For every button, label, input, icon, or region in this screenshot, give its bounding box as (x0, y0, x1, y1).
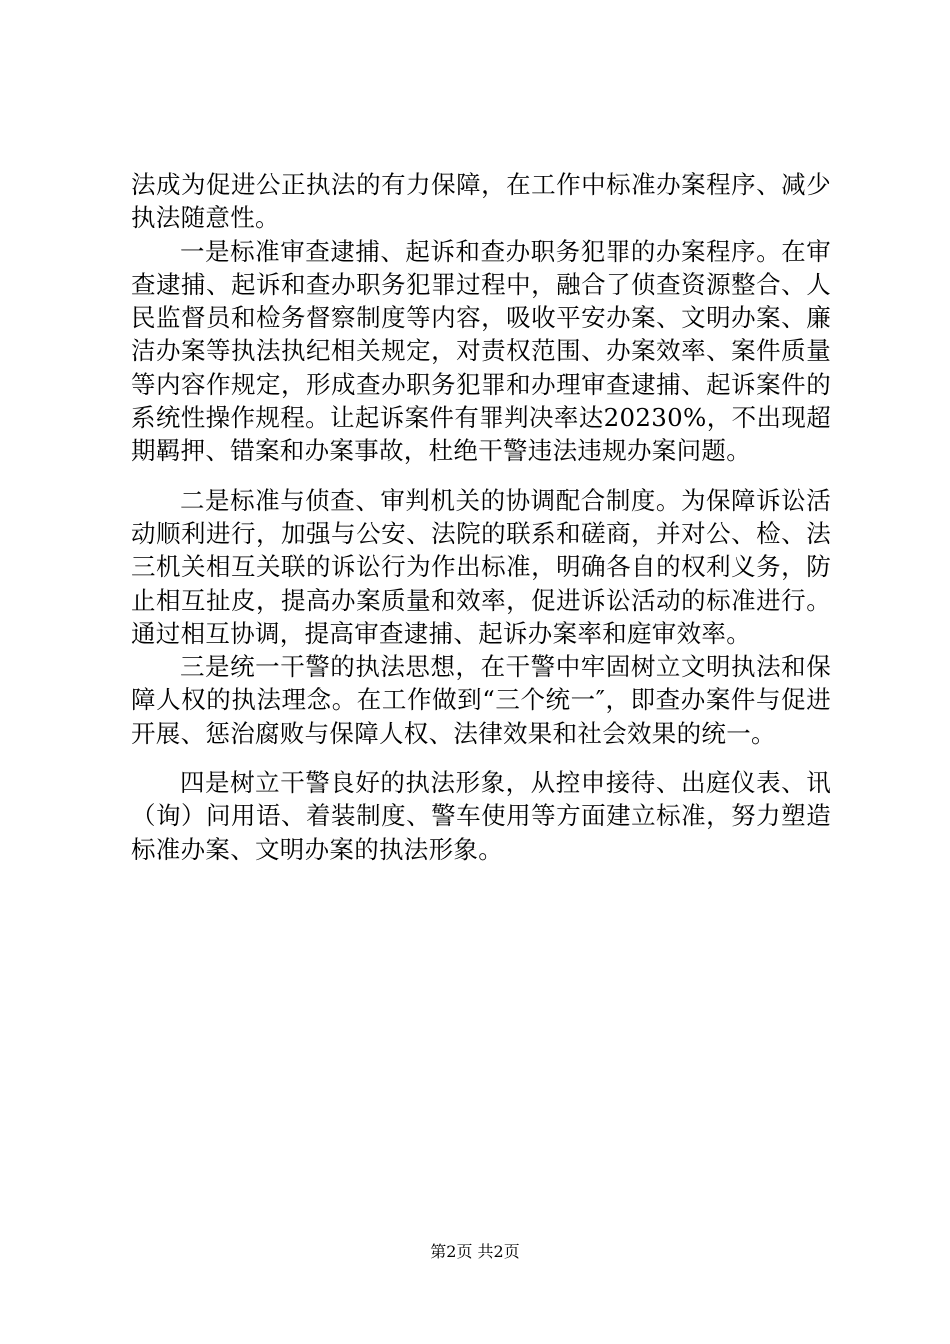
document-body (131, 168, 831, 866)
paragraph-item-two: 二是标准与侦查、审判机关的协调配合制度。为保障诉讼活动顺利进行，加强与公安、法院的联系和磋商，并对公、检、法三机关相互关联的诉讼行为作出标准，明确各自的权利义务，防止相互扯皮，提高办案质量和效率，促进诉讼活动的标准进行。通过相互协调，提高审查逮捕、起诉办案率和庭审效率。 (131, 485, 831, 648)
paragraph-item-three: 三是统一干警的执法思想，在干警中牢固树立文明执法和保障人权的执法理念。在工作做到“三个统一″，即查办案件与促进开展、惩治腐败与保障人权、法律效果和社会效果的统一。 (131, 652, 831, 748)
paragraph-continuation: 法成为促进公正执法的有力保障，在工作中标准办案程序、减少执法随意性。 (131, 170, 831, 233)
paragraph-item-four: 四是树立干警良好的执法形象，从控申接待、出庭仪表、讯（询）问用语、着装制度、警车使用等方面建立标准，努力塑造标准办案、文明办案的执法形象。 (131, 768, 831, 864)
page-number-footer: 第2页 共2页 (430, 1242, 520, 1261)
paragraph-item-one: 一是标准审查逮捕、起诉和查办职务犯罪的办案程序。在审查逮捕、起诉和查办职务犯罪过程中，融合了侦查资源整合、人民监督员和检务督察制度等内容，吸收平安办案、文明办案、廉洁办案等执法执纪相关规定，对责权范围、办案效率、案件质量等内容作规定，形成查办职务犯罪和办理审查逮捕、起诉案件的系统性操作规程。让起诉案件有罪判决率达20230%，不出现超期羁押、错案和办案事故，杜绝干警违法违规办案问题。 (131, 236, 831, 466)
